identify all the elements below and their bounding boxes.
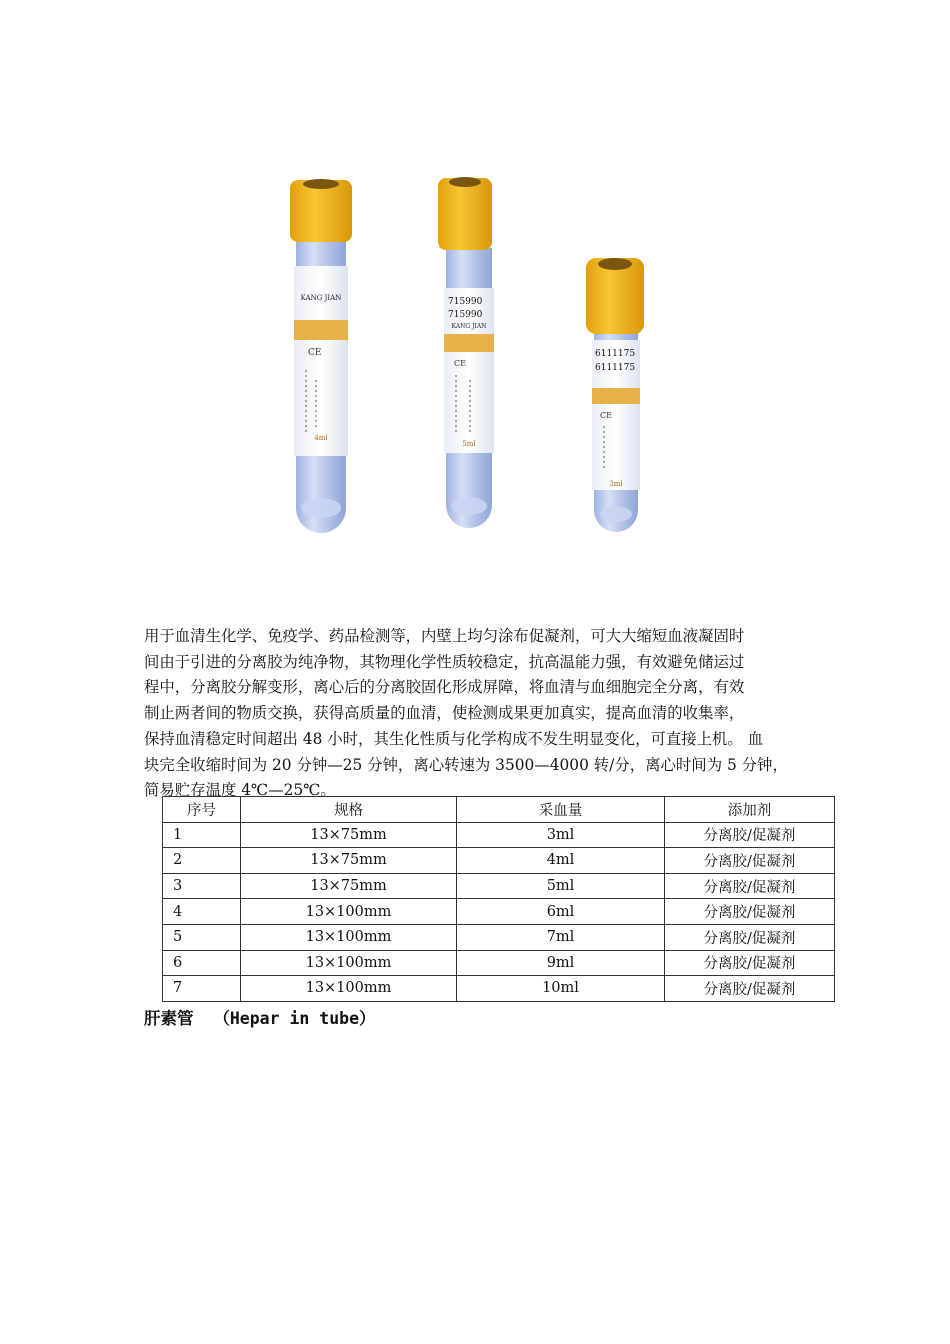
table-row — [163, 976, 835, 1002]
cell-volume: 10ml — [457, 976, 665, 1002]
tube-1-cap — [290, 180, 352, 242]
description-paragraph — [144, 624, 814, 804]
specification-table — [162, 796, 835, 1002]
tube-1 — [290, 179, 352, 533]
paragraph-line: 程中，分离胶分解变形，离心后的分离胶固化形成屏障，将血清与血细胞完全分离，有效 — [144, 678, 745, 697]
paragraph-line: 块完全收缩时间为 20 分钟—25 分钟，离心转速为 3500—4000 转/分，离心时间为 5 分钟， — [144, 755, 788, 774]
cell-index: 3 — [163, 873, 241, 899]
cell-volume: 5ml — [457, 873, 665, 899]
cell-spec: 13×100mm — [241, 924, 457, 950]
table-row — [163, 848, 835, 874]
table-row — [163, 822, 835, 848]
tube-2-ce-mark: CE — [454, 359, 466, 368]
tube-3 — [586, 258, 644, 532]
cell-additive: 分离胶/促凝剂 — [665, 848, 835, 874]
cell-additive: 分离胶/促凝剂 — [665, 976, 835, 1002]
tube-1-ce-mark: CE — [308, 348, 322, 358]
tube-2-cap — [438, 178, 492, 250]
cell-additive: 分离胶/促凝剂 — [665, 873, 835, 899]
table-row — [163, 899, 835, 925]
cell-index: 1 — [163, 822, 241, 848]
column-header-volume: 采血量 — [457, 797, 665, 823]
tube-1-brand: KANG JIAN — [300, 294, 342, 302]
cell-additive: 分离胶/促凝剂 — [665, 924, 835, 950]
tube-3-code-1: 6111175 — [595, 349, 636, 359]
tube-2-brand: KANG JIAN — [451, 323, 487, 330]
table-row — [163, 873, 835, 899]
cell-spec: 13×100mm — [241, 899, 457, 925]
product-photo-blood-tubes — [270, 170, 670, 550]
column-header-spec: 规格 — [241, 797, 457, 823]
paragraph-line: 间由于引进的分离胶为纯净物，其物理化学性质较稳定，抗高温能力强，有效避免储运过 — [144, 652, 745, 671]
tube-1-label-band — [294, 320, 348, 340]
cell-index: 5 — [163, 924, 241, 950]
table-row — [163, 924, 835, 950]
tube-1-volume: 4ml — [314, 434, 328, 442]
cell-spec: 13×100mm — [241, 950, 457, 976]
table-header-row — [163, 797, 835, 823]
cell-spec: 13×75mm — [241, 873, 457, 899]
tube-2-volume: 5ml — [462, 440, 476, 448]
cell-index: 6 — [163, 950, 241, 976]
column-header-additive: 添加剂 — [665, 797, 835, 823]
cell-spec: 13×75mm — [241, 848, 457, 874]
tube-2 — [438, 177, 494, 528]
cell-volume: 3ml — [457, 822, 665, 848]
table-row — [163, 950, 835, 976]
tube-2-code-1: 715990 — [448, 297, 483, 307]
cell-index: 7 — [163, 976, 241, 1002]
cell-additive: 分离胶/促凝剂 — [665, 822, 835, 848]
cell-volume: 7ml — [457, 924, 665, 950]
tube-3-code-2: 6111175 — [595, 363, 636, 373]
paragraph-line: 简易贮存温度 4℃—25℃。 — [144, 781, 336, 800]
cell-volume: 9ml — [457, 950, 665, 976]
tube-3-label-band — [592, 388, 640, 404]
tube-3-ce-mark: CE — [600, 411, 612, 420]
paragraph-line: 保持血清稳定时间超出 48 小时，其生化性质与化学构成不发生明显变化，可直接上机。 血 — [144, 729, 764, 748]
cell-volume: 6ml — [457, 899, 665, 925]
section-heading-heparin-tube: 肝素管 （Hepar in tube） — [144, 1009, 376, 1028]
tube-2-label-band — [444, 334, 494, 352]
paragraph-line: 制止两者间的物质交换，获得高质量的血清，使检测成果更加真实，提高血清的收集率， — [144, 704, 745, 723]
tube-3-volume: 3ml — [609, 480, 623, 488]
column-header-index: 序号 — [163, 797, 241, 823]
cell-additive: 分离胶/促凝剂 — [665, 950, 835, 976]
paragraph-line: 用于血清生化学、免疫学、药品检测等，内壁上均匀涂布促凝剂，可大大缩短血液凝固时 — [144, 627, 745, 645]
cell-spec: 13×100mm — [241, 976, 457, 1002]
cell-index: 4 — [163, 899, 241, 925]
cell-volume: 4ml — [457, 848, 665, 874]
tube-2-code-2: 715990 — [448, 310, 483, 320]
cell-additive: 分离胶/促凝剂 — [665, 899, 835, 925]
cell-index: 2 — [163, 848, 241, 874]
cell-spec: 13×75mm — [241, 822, 457, 848]
